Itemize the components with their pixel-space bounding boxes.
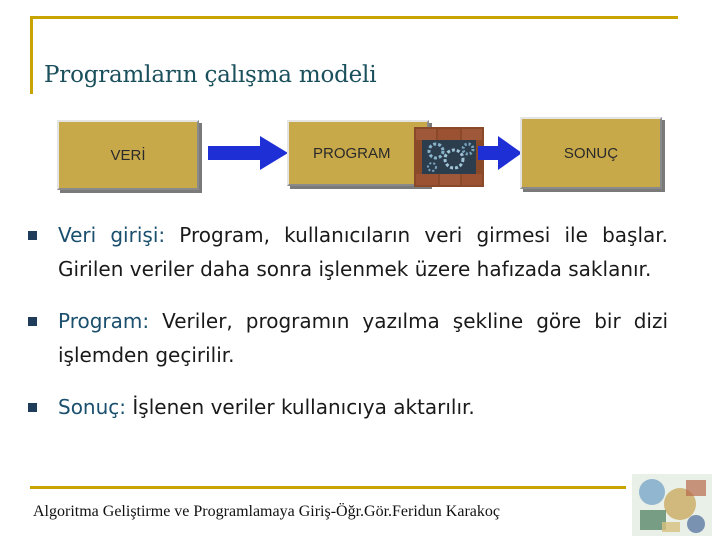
bullet-text: [58, 218, 668, 286]
square-bullet-icon: [28, 403, 37, 412]
left-frame-line: [30, 16, 33, 94]
program-box-label: PROGRAM: [313, 144, 391, 162]
veri-box: [57, 120, 199, 190]
bullet-body: Veriler, programın yazılma şekline göre bir dizi işlemden geçirilir.: [58, 309, 668, 367]
bullet-body: İşlenen veriler kullanıcıya aktarılır.: [126, 395, 475, 419]
bullet-list: [28, 218, 668, 442]
bullet-text: [58, 304, 668, 372]
decorative-collage-image: [632, 474, 712, 536]
footer-divider: [30, 486, 626, 489]
sonuc-box: [520, 117, 662, 189]
bullet-item: [28, 304, 668, 372]
square-bullet-icon: [28, 317, 37, 326]
bullet-item: [28, 218, 668, 286]
program-box: [287, 120, 429, 186]
sonuc-box-label: SONUÇ: [563, 144, 619, 162]
veri-box-label: VERİ: [110, 146, 146, 164]
square-bullet-icon: [28, 231, 37, 240]
slide-title: Programların çalışma modeli: [44, 62, 377, 88]
top-frame-line: [30, 16, 678, 19]
footer-text: Algoritma Geliştirme ve Programlamaya Giriş-Öğr.Gör.Feridun Karakoç: [33, 503, 500, 520]
brick-gear-image: [414, 127, 484, 187]
right-arrow-icon: [478, 136, 522, 170]
bullet-text: [58, 390, 668, 424]
bullet-term: Sonuç:: [58, 395, 127, 419]
bullet-term: Program:: [58, 309, 150, 333]
right-arrow-icon: [208, 136, 288, 170]
bullet-body: Program, kullanıcıların veri girmesi ile başlar. Girilen veriler daha sonra işlenmek üzere hafızada saklanır.: [58, 223, 668, 281]
bullet-term: Veri girişi:: [58, 223, 166, 247]
bullet-item: [28, 390, 668, 424]
